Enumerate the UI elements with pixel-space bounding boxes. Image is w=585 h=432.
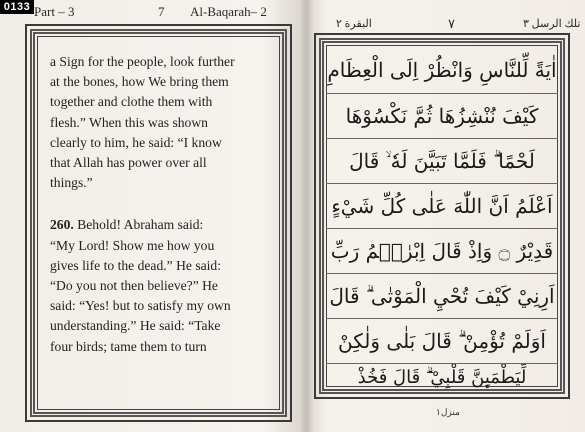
arabic-line: اَوَلَمْ تُؤْمِنْ ۗ قَالَ بَلٰى وَلٰكِنْ	[326, 318, 558, 364]
translation-line: gives life to the dead.” He said:	[50, 257, 221, 273]
right-header-part: تلك الرسل ٣	[523, 18, 581, 30]
arabic-line: اٰيَةً لِّلنَّاسِ وَانْظُرْ اِلَى الْعِظَامِ	[327, 58, 557, 82]
translation-text	[50, 52, 268, 357]
translation-line: clearly to him, he said: “I know	[50, 134, 222, 150]
arabic-line: اَعْلَمُ اَنَّ اللّٰهَ عَلٰى كُلِّ شَيْءٍ	[326, 183, 558, 229]
arabic-line: قَدِيْرٌ ۝ وَاِذْ قَالَ اِبْرٰهٖمُ رَبِّ	[326, 228, 558, 274]
translation-line: together and clothe them with	[50, 94, 213, 110]
book-gutter	[300, 0, 314, 432]
arabic-line: لِّيَطْمَىِٕنَّ قَلْبِيْ ۗ قَالَ فَخُذْ	[326, 363, 558, 392]
translation-line: a Sign for the people, look further	[50, 54, 235, 69]
arabic-line: كَيْفَ نُنْشِزُهَا ثُمَّ نَكْسُوْهَا	[326, 93, 558, 139]
translation-line: said: “Yes! but to satisfy my own	[50, 298, 231, 314]
verse-260-first-line: 260. Behold! Abraham said:	[50, 217, 204, 233]
translation-line: understanding.” He said: “Take	[50, 318, 221, 334]
left-header-part: Part – 3	[34, 4, 75, 19]
translation-line: that Allah has power over all	[50, 155, 207, 171]
arabic-line: اَرِنِيْ كَيْفَ تُحْيِ الْمَوْتٰى ۗ قَالَ	[326, 273, 558, 319]
manzil-footer: منزل١	[436, 407, 460, 417]
left-header-surah: Al-Baqarah– 2	[190, 4, 267, 19]
translation-line: flesh.” When this was shown	[50, 114, 208, 130]
translation-line: things.”	[50, 175, 93, 191]
translation-line: “Do you not then believe?” He	[50, 278, 218, 294]
translation-line: four birds; tame them to turn	[50, 338, 207, 354]
image-id-tag: 0133	[0, 0, 34, 14]
arabic-line: لَحْمًا ۗ فَلَمَّا تَبَيَّنَ لَهٗ ۙ قَالَ	[326, 138, 558, 184]
verse-number: 260.	[50, 217, 74, 233]
right-header-surah: البقرة ٢	[336, 18, 372, 30]
translation-line: “My Lord! Show me how you	[50, 237, 215, 253]
left-header-page-number: 7	[158, 4, 165, 19]
right-header-page-number: ٧	[448, 16, 455, 31]
translation-line: at the bones, how We bring them	[50, 74, 229, 90]
